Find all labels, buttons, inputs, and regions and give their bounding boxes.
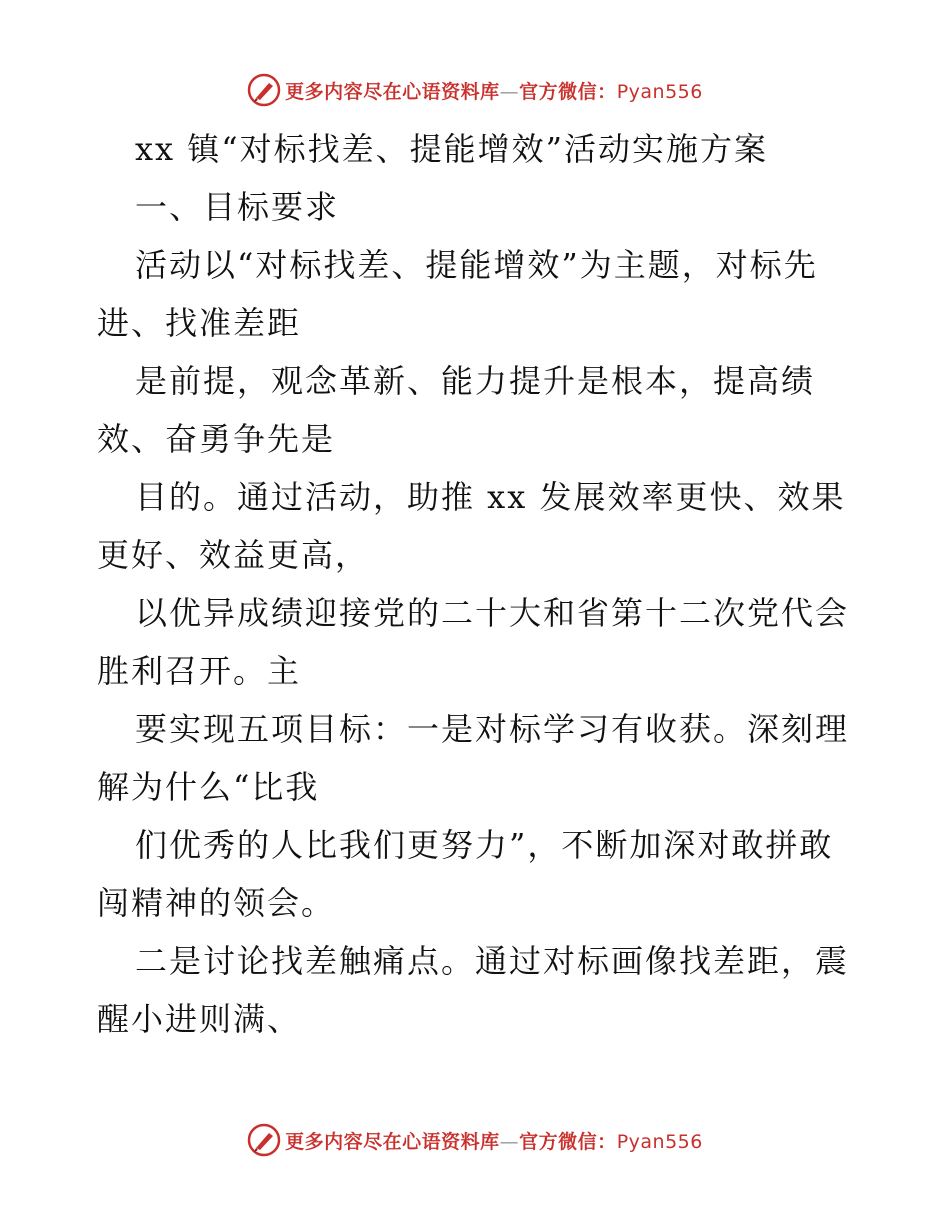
text-line: 是前提，观念革新、能力提升是根本，提高绩 — [135, 362, 816, 400]
watermark-main-text: 更多内容尽在心语资料库 — [285, 1130, 500, 1153]
watermark-dash: — — [499, 80, 520, 103]
text-line: 二是讨论找差触痛点。通过对标画像找差距，震 — [135, 942, 850, 980]
document-title: xx 镇“对标找差、提能增效”活动实施方案 — [135, 130, 768, 168]
text-line: 们优秀的人比我们更努力”，不断加深对敢拼敢 — [135, 826, 834, 864]
text-line: 效、奋勇争先是 — [97, 420, 336, 458]
text-line: 一、目标要求 — [135, 188, 340, 226]
watermark-suffix: 官方微信： — [519, 80, 617, 103]
text-line: 以优异成绩迎接党的二十大和省第十二次党代会 — [135, 594, 850, 632]
text-line: 更好、效益更高， — [97, 536, 370, 574]
text-line: 进、找准差距 — [97, 304, 302, 342]
text-line: 活动以“对标找差、提能增效”为主题，对标先 — [135, 246, 818, 284]
watermark-wechat-id: Pyan556 — [616, 80, 703, 103]
watermark-dash: — — [499, 1130, 520, 1153]
footer-watermark — [0, 1120, 950, 1160]
text-line: 目的。通过活动，助推 xx 发展效率更快、效果 — [135, 478, 846, 516]
text-line: 要实现五项目标：一是对标学习有收获。深刻理 — [135, 710, 850, 748]
document-body — [97, 120, 857, 1048]
watermark-wechat-id: Pyan556 — [616, 1130, 703, 1153]
header-watermark — [0, 70, 950, 110]
text-line: 醒小进则满、 — [97, 1000, 302, 1038]
text-line: 闯精神的领会。 — [97, 884, 336, 922]
pen-logo-icon — [247, 73, 281, 107]
watermark-suffix: 官方微信： — [519, 1130, 617, 1153]
text-line: 胜利召开。主 — [97, 652, 302, 690]
text-line: 解为什么“比我 — [97, 768, 320, 806]
pen-logo-icon — [247, 1123, 281, 1157]
watermark-main-text: 更多内容尽在心语资料库 — [285, 80, 500, 103]
